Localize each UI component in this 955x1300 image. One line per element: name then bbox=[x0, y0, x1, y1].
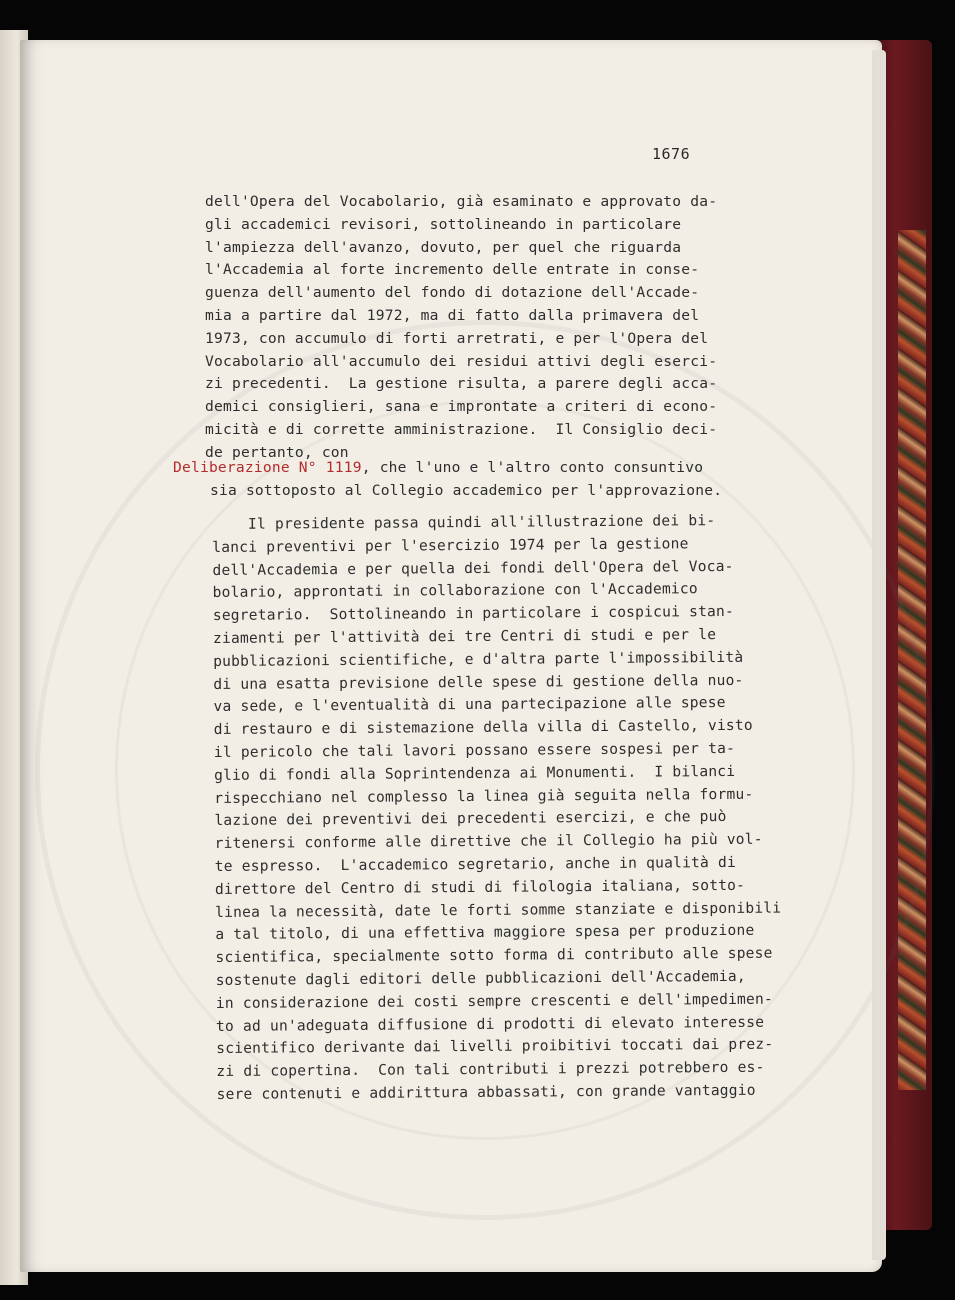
text-line: lanci preventivi per l'esercizio 1974 per la gestione bbox=[212, 535, 689, 556]
text-line: linea la necessità, date le forti somme stanziate e disponibili bbox=[215, 899, 782, 921]
text-line: in considerazione dei costi sempre crescenti e dell'impedimen- bbox=[215, 990, 774, 1012]
text-line: to ad un'adeguata diffusione di prodotti di elevato interesse bbox=[215, 1013, 765, 1035]
text-line: guenza dell'aumento del fondo di dotazione dell'Accade- bbox=[205, 284, 700, 302]
text-line: va sede, e l'eventualità di una partecipazione alle spese bbox=[213, 694, 726, 716]
text-line: glio di fondi alla Soprintendenza ai Monumenti. I bilanci bbox=[213, 762, 736, 784]
text-line: de pertanto, con bbox=[205, 443, 349, 461]
text-line: ritenersi conforme alle direttive che il Collegio ha più vol- bbox=[214, 830, 763, 853]
text-line: micità e di corrette amministrazione. Il Consiglio deci- bbox=[205, 420, 718, 438]
text-line: di restauro e di sistemazione della villa di Castello, visto bbox=[213, 716, 753, 739]
text-line: Vocabolario all'accumulo dei residui attivi degli eserci- bbox=[205, 352, 718, 370]
text-line: zi di copertina. Con tali contributi i prezzi potrebbero es- bbox=[216, 1058, 765, 1081]
paragraph-1 bbox=[205, 191, 717, 465]
text-line: demici consiglieri, sana e improntate a criteri di econo- bbox=[205, 398, 718, 416]
text-line: a tal titolo, di una effettiva maggiore spesa per produzione bbox=[215, 922, 755, 944]
text-line: te espresso. L'accademico segretario, anche in qualità di bbox=[214, 853, 737, 875]
text-line: l'Accademia al forte incremento delle entrate in conse- bbox=[205, 261, 700, 279]
text-line: scientifica, specialmente sotto forma di contributo alle spese bbox=[215, 944, 773, 967]
text-line: sostenute dagli editori delle pubblicazioni dell'Accademia, bbox=[215, 967, 746, 989]
text-line: scientifico derivante dai livelli proibitivi toccati dai prez- bbox=[216, 1035, 774, 1058]
text-line: il pericolo che tali lavori possano essere sospesi per ta- bbox=[213, 739, 736, 761]
text-line: Il presidente passa quindi all'illustrazione dei bi- bbox=[212, 512, 716, 533]
text-line: gli accademici revisori, sottolineando in particolare bbox=[205, 215, 682, 233]
text-line: direttore del Centro di studi di filologia italiana, sotto- bbox=[214, 876, 746, 898]
text-line: l'ampiezza dell'avanzo, dovuto, per quel che riguarda bbox=[205, 238, 682, 256]
text-line: ziamenti per l'attività dei tre Centri di studi e per le bbox=[212, 626, 717, 647]
deliberation-continuation: sia sottoposto al Collegio accademico per l'approvazione. bbox=[210, 482, 723, 499]
paragraph-2 bbox=[212, 510, 783, 1107]
text-line: bolario, approntati in collaborazione con l'Accademico bbox=[212, 580, 698, 602]
text-line: segretario. Sottolineando in particolare i cospicui stan- bbox=[212, 603, 735, 625]
text-line: mia a partire dal 1972, ma di fatto dalla primavera del bbox=[205, 306, 700, 324]
text-line: di una esatta previsione delle spese di gestione della nuo- bbox=[213, 671, 744, 693]
text-line: dell'Opera del Vocabolario, già esaminato e approvato da- bbox=[205, 193, 718, 210]
text-line: rispecchiano nel complesso la linea già seguita nella formu- bbox=[214, 785, 754, 807]
text-line: pubblicazioni scientifiche, e d'altra parte l'impossibilità bbox=[213, 648, 744, 670]
text-line: zi precedenti. La gestione risulta, a parere degli acca- bbox=[205, 375, 718, 393]
text-line: sere contenuti e addirittura abbassati, con grande vantaggio bbox=[216, 1081, 756, 1103]
text-line: dell'Accademia e per quella dei fondi dell'Opera del Voca- bbox=[212, 557, 734, 579]
page-stack-edge bbox=[872, 50, 886, 1260]
text-line: 1973, con accumulo di forti arretrati, e per l'Opera del bbox=[205, 329, 709, 347]
page-number: 1676 bbox=[652, 145, 691, 163]
deliberation-text: , che l'uno e l'altro conto consuntivo bbox=[361, 459, 704, 476]
text-line: lazione dei preventivi dei precedenti esercizi, e che può bbox=[214, 808, 727, 830]
deliberation-label: Deliberazione N° 1119 bbox=[173, 459, 362, 476]
deliberation-line bbox=[173, 457, 703, 480]
